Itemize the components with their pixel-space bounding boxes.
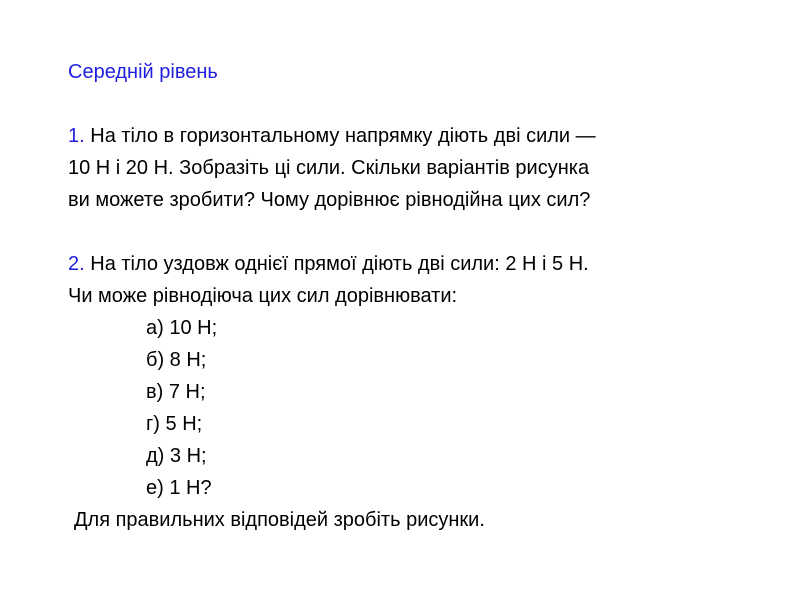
task2-closing: Для правильних відповідей зробіть рисунки. [74, 509, 485, 531]
task1-line-1 [68, 120, 768, 152]
task2-line-1 [68, 248, 768, 280]
task1-text-1: На тіло в горизонтальному напрямку діють дві сили — [84, 125, 596, 147]
task2-option-g: г) 5 Н; [146, 413, 203, 435]
task2-text-1: На тіло уздовж однієї прямої діють дві сили: 2 Н і 5 Н. [84, 253, 589, 275]
task2-option-a: а) 10 Н; [146, 317, 218, 339]
task2-option-d: д) 3 Н; [146, 445, 207, 467]
slide-heading: Середній рівень [68, 61, 218, 83]
task1-line-3: ви можете зробити? Чому дорівнює рівнодійна цих сил? [68, 189, 591, 211]
task2-number: 2. [68, 253, 85, 275]
task2-line-2: Чи може рівнодіюча цих сил дорівнювати: [68, 285, 458, 307]
slide-content [68, 56, 768, 536]
task2-option-v: в) 7 Н; [146, 381, 206, 403]
task1-number: 1. [68, 125, 85, 147]
task1-line-2: 10 Н і 20 Н. Зобразіть ці сили. Скільки варіантів рисунка [68, 157, 590, 179]
task2-option-b: б) 8 Н; [146, 349, 207, 371]
spacer [68, 88, 768, 120]
task2-option-e: е) 1 Н? [146, 477, 212, 499]
spacer [68, 216, 768, 248]
